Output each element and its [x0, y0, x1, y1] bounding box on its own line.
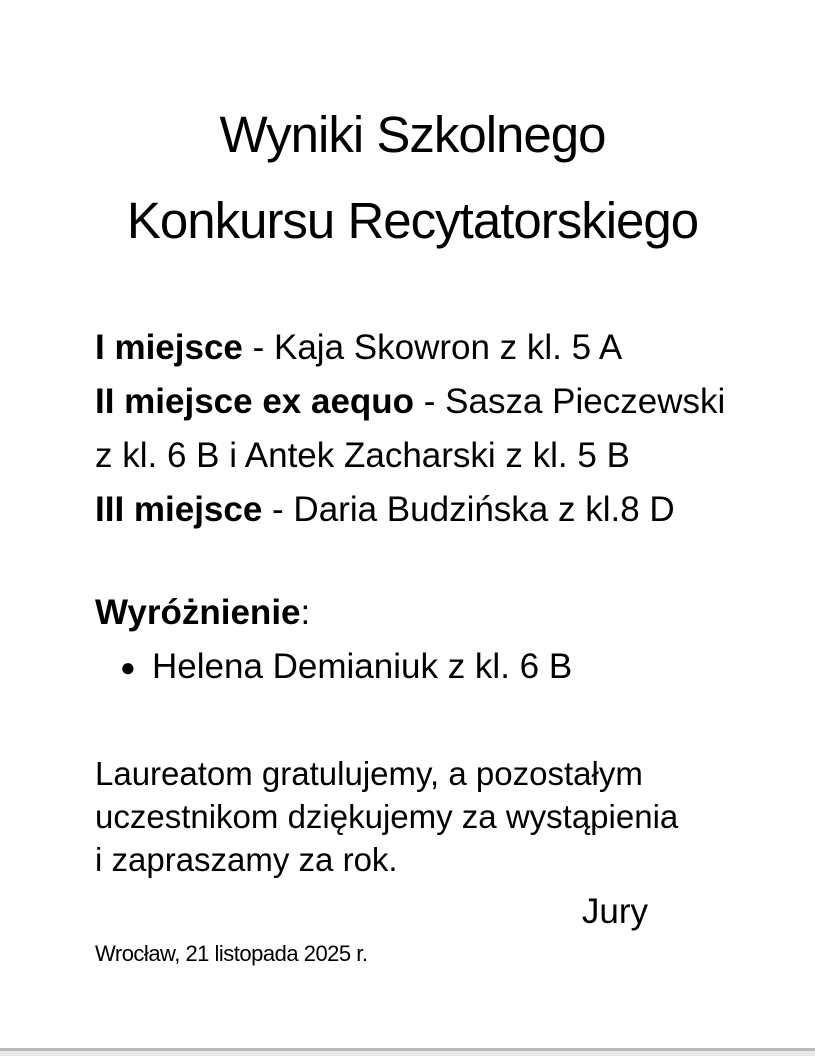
result-first-place: [95, 321, 815, 375]
closing-line-1: Laureatom gratulujemy, a pozostałym: [95, 755, 643, 792]
bullet-icon: ●: [120, 652, 136, 682]
result-second-place-continued-text: z kl. 6 B i Antek Zacharski z kl. 5 B: [95, 436, 630, 475]
result-second-place-text: - Sasza Pieczewski: [414, 382, 726, 421]
result-first-place-text: - Kaja Skowron z kl. 5 A: [242, 328, 623, 367]
date-place-line: Wrocław, 21 listopada 2025 r.: [95, 941, 368, 966]
closing-paragraph: [95, 752, 815, 881]
signature: Jury: [581, 892, 648, 931]
page-title-line-1: Wyniki Szkolnego: [219, 106, 606, 163]
page-title-line-2: Konkursu Recytatorskiego: [126, 192, 699, 249]
page-bottom-edge: [0, 1048, 815, 1056]
result-second-place-continued: [95, 429, 815, 483]
result-third-place-label: III miejsce: [95, 490, 263, 529]
distinction-heading-colon: :: [300, 593, 311, 632]
distinction-heading-label: Wyróżnienie: [95, 593, 301, 632]
results-list: [95, 321, 815, 537]
result-second-place: [95, 375, 815, 429]
result-third-place: [95, 483, 815, 537]
document-content: [0, 92, 815, 967]
distinction-item-text: Helena Demianiuk z kl. 6 B: [152, 647, 573, 686]
distinction-heading: [95, 586, 815, 640]
result-first-place-label: I miejsce: [95, 328, 243, 367]
result-third-place-text: - Daria Budzińska z kl.8 D: [262, 490, 675, 529]
result-second-place-label: II miejsce ex aequo: [95, 382, 415, 421]
closing-line-3: i zapraszamy za rok.: [95, 841, 398, 878]
page-title: [95, 92, 815, 264]
distinction-item: [95, 640, 815, 694]
page-edge-shadow: [0, 1051, 815, 1056]
closing-line-2: uczestnikom dziękujemy za wystąpienia: [95, 798, 679, 835]
